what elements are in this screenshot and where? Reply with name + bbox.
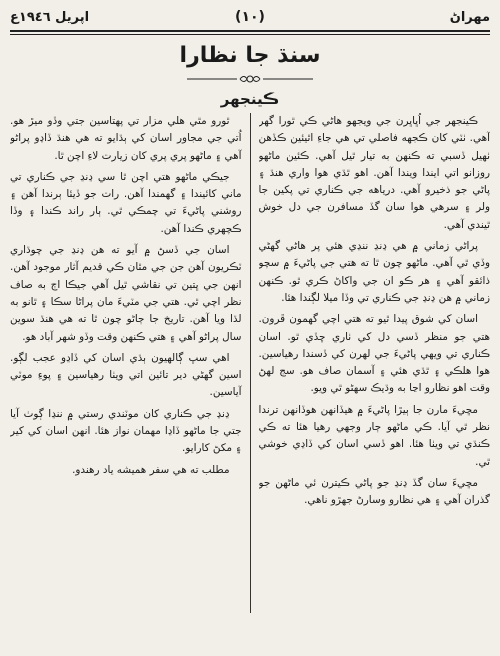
ornament-divider: [185, 73, 315, 85]
paragraph: اهي سڀ ڳالهيون ٻڌي اسان کي ڏاڍو عجب لڳو. اسين گهڻي دير تائين اتي ويٺا رهياسين ۽ پوءِ موٽي آياسين.: [10, 351, 242, 399]
page-header: [10, 6, 490, 28]
page-number: (١٠): [235, 9, 265, 25]
paragraph: مڇيءَ سان گڏ ڍنڍ جو پاڻي ڪيترن ئي ماڻهن جو گذران آهي ۽ هي نظارو وسارڻ جهڙو ناهي.: [258, 476, 490, 507]
paragraph: ڍنڍ جي ڪناري کان موٽندي رستي ۾ ننڍا ڳوٺ آيا جتي جا ماڻهو ڏاڍا مهمان نواز هئا. انهن اسان کي کير ۽ مکڻ کارايو.: [10, 407, 242, 455]
paragraph: مطلب ته هي سفر هميشه ياد رهندو.: [72, 463, 230, 476]
column-divider: [250, 113, 251, 613]
paragraph: اسان جي ڏسڻ ۾ آيو ته هن ڍنڍ جي چوڌاري ٽڪريون آهن جن جي مٿان ڪي قديم آثار موجود آهن. انهن جي ڀتين تي نقاشي ٿيل آهي جيڪا اڄ به صاف نظر اچي ٿي. هتي جي مٽيءَ مان پراڻا سڪا ۽ ٿانو به لڌا ويا آهن. تاريخ جا ڄاڻو چون ٿا ته هي هنڌ سوين سال پراڻو آهي ۽ هتي ڪنهن وقت وڏو شهر آباد هو.: [10, 244, 242, 343]
paragraph: مڇيءَ مارن جا ٻيڙا پاڻيءَ ۾ هيڏانهن هوڏانهن ترندا نظر ٿي آيا. ڪي ماڻهو ڄار وجهي رهيا هئا ته ڪي ڪنڌي تي ويٺا هئا. اهو ڏسي اسان کي ڏاڍي خوشي ٿي.: [258, 403, 490, 468]
column-left: [10, 113, 242, 613]
paragraph: اسان کي شوق پيدا ٿيو ته هتي اچي گهمون ڦرون. هتي جو منظر ڏسي دل کي ٺاري ڇڏي ٿو. اسان ڪناري تي ويهي پاڻيءَ جي لهرن کي ڏسندا رهياسين. هوا هلڪي ۽ ٿڌي هئي ۽ آسمان صاف هو. سج لهڻ وقت اهو نظارو اڃا به وڌيڪ سهڻو ٿي ويو.: [258, 313, 490, 395]
paragraph: جيڪي ماڻهو هتي اچن ٿا سي ڍنڍ جي ڪناري تي ماني کائيندا ۽ گهمندا آهن. رات جو ڏيئا ٻرندا آهن ۽ روشني پاڻيءَ تي چمڪي ٿي. ٻار راند ڪندا ۽ وڏا ڪچهري ڪندا آهن.: [10, 170, 242, 235]
section-title: سنڌ جا نظارا: [179, 43, 321, 68]
article-columns: [10, 113, 490, 613]
paragraph: پراڻي زماني ۾ هي ڍنڍ ننڍي هئي پر هاڻي گهڻي وڏي ٿي آهي. ماڻهو چون ٿا ته هتي جي پاڻيءَ ۾ سچو ذائقو آهي ۽ هر ڪو ان جي واکاڻ ڪري ٿو. ڪنهن زماني ۾ هن ڍنڍ جي ڪناري تي وڏا ميلا لڳندا هئا.: [258, 240, 490, 304]
header-date: اپريل ١٩٤٦ع: [10, 9, 90, 25]
header-rule: [10, 30, 490, 35]
article-subtitle: ڪينجهر: [220, 90, 280, 108]
magazine-title: مهراڻ: [449, 9, 490, 25]
paragraph: ٿورو مٿي هلي مزار تي پهتاسين جتي وڏو ميڙ هو. اُتي جي مجاور اسان کي ٻڌايو ته هي هنڌ ڏاڍو پراڻو آهي ۽ ماڻهو پري پري کان زيارت لاءِ اچن ٿا.: [10, 115, 242, 162]
paragraph: ڪينجهر جي اُڀاڀرن جي ويجهو هاڻي ڪي ٿورا گهر آهي. ٺٽي کان ڪجهه فاصلي تي هي جاءِ اٿيئين ڪڏهن ٺهيل ڏسبي ته ڪنهن به تيار ٿيل آهي. ڪئين ماڻهو روزانو اتي ايندا ويندا آهن. اهو ٿڌي هوا واري هنڌ ۽ پاڻي جو ذخيرو آهي. درياهه جي ڪناري تي پکين جا ولر ۽ سرهي هوا سان گڏ مسافرن جي دل خوش ٿيندي آهي.: [258, 115, 490, 231]
column-right: [259, 113, 491, 613]
